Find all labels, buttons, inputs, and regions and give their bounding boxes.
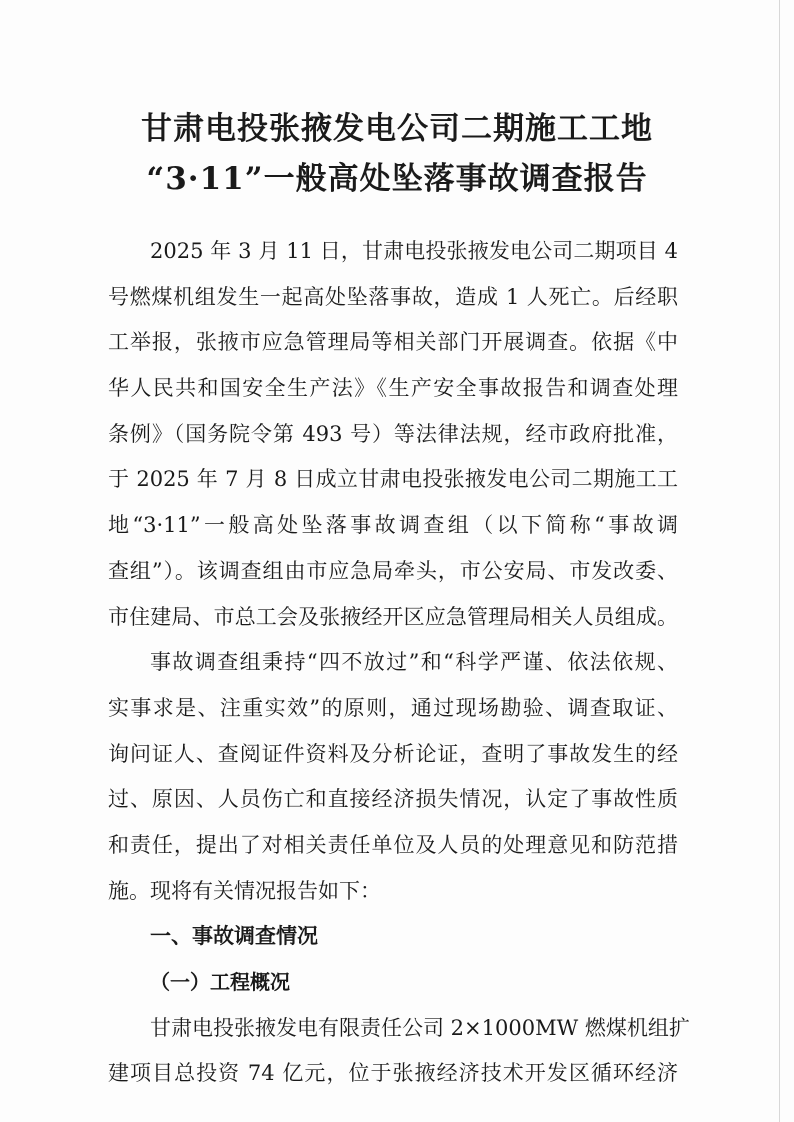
paragraph-1-line: 条例》（国务院令第 493 号）等法律法规，经市政府批准， <box>108 422 678 446</box>
paragraph-2-line: 过、原因、人员伤亡和直接经济损失情况，认定了事故性质 <box>108 787 678 811</box>
subsection-heading: （一）工程概况 <box>150 970 290 994</box>
paragraph-1-line: 查组”）。该调查组由市应急局牵头，市公安局、市发改委、 <box>108 559 678 583</box>
paragraph-2-line: 施。现将有关情况报告如下： <box>108 879 381 903</box>
paragraph-1-line: 号燃煤机组发生一起高处坠落事故，造成 1 人死亡。后经职 <box>108 285 678 309</box>
paragraph-2-line: 事故调查组秉持“四不放过”和“科学严谨、依法依规、 <box>150 650 678 674</box>
paragraph-1-line: 于 2025 年 7 月 8 日成立甘肃电投张掖发电公司二期施工工 <box>108 467 678 491</box>
paragraph-2-line: 询问证人、查阅证件资料及分析论证，查明了事故发生的经 <box>108 742 678 766</box>
paragraph-2-line: 和责任，提出了对相关责任单位及人员的处理意见和防范措 <box>108 833 678 857</box>
paragraph-1-line: 地“3·11”一般高处坠落事故调查组（以下简称“事故调 <box>108 513 678 537</box>
section-paragraph-line: 甘肃电投张掖发电有限责任公司 2×1000MW 燃煤机组扩 <box>150 1016 690 1040</box>
section-paragraph-line: 建项目总投资 74 亿元，位于张掖经济技术开发区循环经济 <box>108 1061 678 1085</box>
section-heading: 一、事故调查情况 <box>150 924 318 948</box>
paragraph-1-line: 2025 年 3 月 11 日，甘肃电投张掖发电公司二期项目 4 <box>150 239 678 263</box>
paragraph-1-line: 工举报，张掖市应急管理局等相关部门开展调查。依据《中 <box>108 330 678 354</box>
paragraph-2-line: 实事求是、注重实效”的原则，通过现场勘验、调查取证、 <box>108 696 678 720</box>
paragraph-1-line: 华人民共和国安全生产法》《生产安全事故报告和调查处理 <box>108 376 678 400</box>
paragraph-1-line: 市住建局、市总工会及张掖经开区应急管理局相关人员组成。 <box>108 605 678 629</box>
report-title-line-1: 甘肃电投张掖发电公司二期施工工地 <box>141 111 653 147</box>
report-title-line-2: “3·11”一般高处坠落事故调查报告 <box>146 161 648 197</box>
